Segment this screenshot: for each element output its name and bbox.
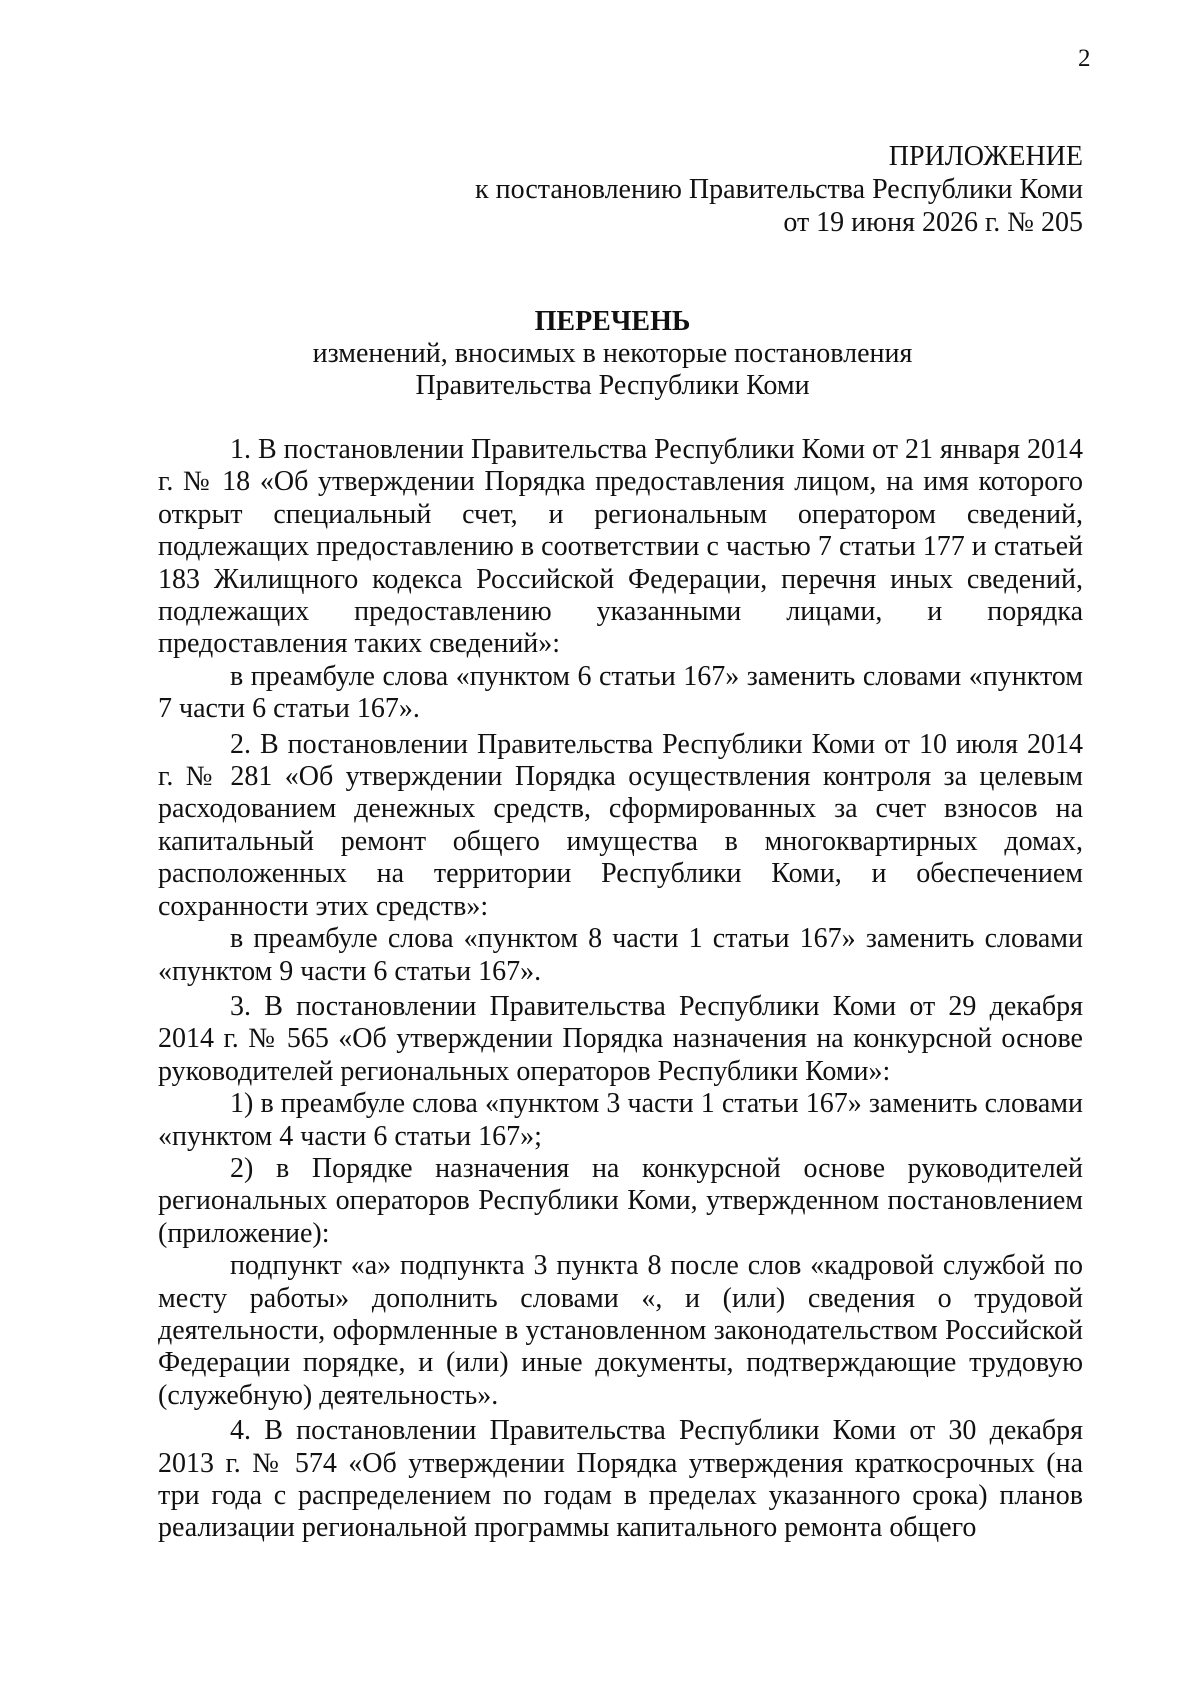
document-title-block <box>140 306 1085 402</box>
document-subtitle-line-2: Правительства Республики Коми <box>415 370 810 401</box>
document-subtitle-line-1: изменений, вносимых в некоторые постановления <box>312 338 913 369</box>
paragraph-item-2-change: в преамбуле слова «пунктом 8 части 1 статьи 167» заменить словами «пунктом 9 части 6 статьи 167». <box>158 923 1083 987</box>
appendix-label: ПРИЛОЖЕНИЕ <box>888 141 1083 172</box>
appendix-reference: к постановлению Правительства Республики Коми <box>475 174 1083 205</box>
paragraph-item-4: 4. В постановлении Правительства Республики Коми от 30 декабря 2013 г. № 574 «Об утверждении Порядка утверждения краткосрочных (на три года с распределением по годам в пределах указанного срока) планов реализации региональной программы капитального ремонта общего <box>158 1415 1083 1544</box>
paragraph-item-1: 1. В постановлении Правительства Республики Коми от 21 января 2014 г. № 18 «Об утверждении Порядка предоставления лицом, на имя которого открыт специальный счет, и региональным оператором сведений, подлежащих предоставлению в соответствии с частью 7 статьи 177 и статьей 183 Жилищного кодекса Российской Федерации, перечня иных сведений, подлежащих предоставлению указанными лицами, и порядка предоставления таких сведений»: <box>158 434 1083 660</box>
paragraph-item-2: 2. В постановлении Правительства Республики Коми от 10 июля 2014 г. № 281 «Об утверждении Порядка осуществления контроля за целевым расходованием денежных средств, сформированных за счет взносов на капитальный ремонт общего имущества в многоквартирных домах, расположенных на территории Республики Коми, и обеспечением сохранности этих средств»: <box>158 728 1083 922</box>
paragraph-item-3-change-2-text: подпункт «а» подпункта 3 пункта 8 после слов «кадровой службой по месту работы» дополнить словами «, и (или) сведения о трудовой деятельности, оформленные в установленном законодательством Российской Федерации порядке, и (или) иные документы, подтверждающие трудовую (служебную) деятельность». <box>158 1250 1083 1411</box>
page-number: 2 <box>1078 45 1091 72</box>
paragraph-item-3-change-1: 1) в преамбуле слова «пунктом 3 части 1 статьи 167» заменить словами «пунктом 4 части 6 статьи 167»; <box>158 1088 1083 1152</box>
appendix-block <box>475 140 1083 239</box>
paragraph-item-3: 3. В постановлении Правительства Республики Коми от 29 декабря 2014 г. № 565 «Об утверждении Порядка назначения на конкурсной основе руководителей региональных операторов Республики Коми»: <box>158 990 1083 1087</box>
document-heading: ПЕРЕЧЕНЬ <box>534 306 691 337</box>
document-body <box>158 434 1083 1545</box>
appendix-date-number: от 19 июня 2026 г. № 205 <box>783 207 1083 238</box>
paragraph-item-3-change-2: 2) в Порядке назначения на конкурсной основе руководителей региональных операторов Республики Коми, утвержденном постановлением (приложение): <box>158 1152 1083 1249</box>
paragraph-item-1-change: в преамбуле слова «пунктом 6 статьи 167» заменить словами «пунктом 7 части 6 статьи 167». <box>158 660 1083 725</box>
